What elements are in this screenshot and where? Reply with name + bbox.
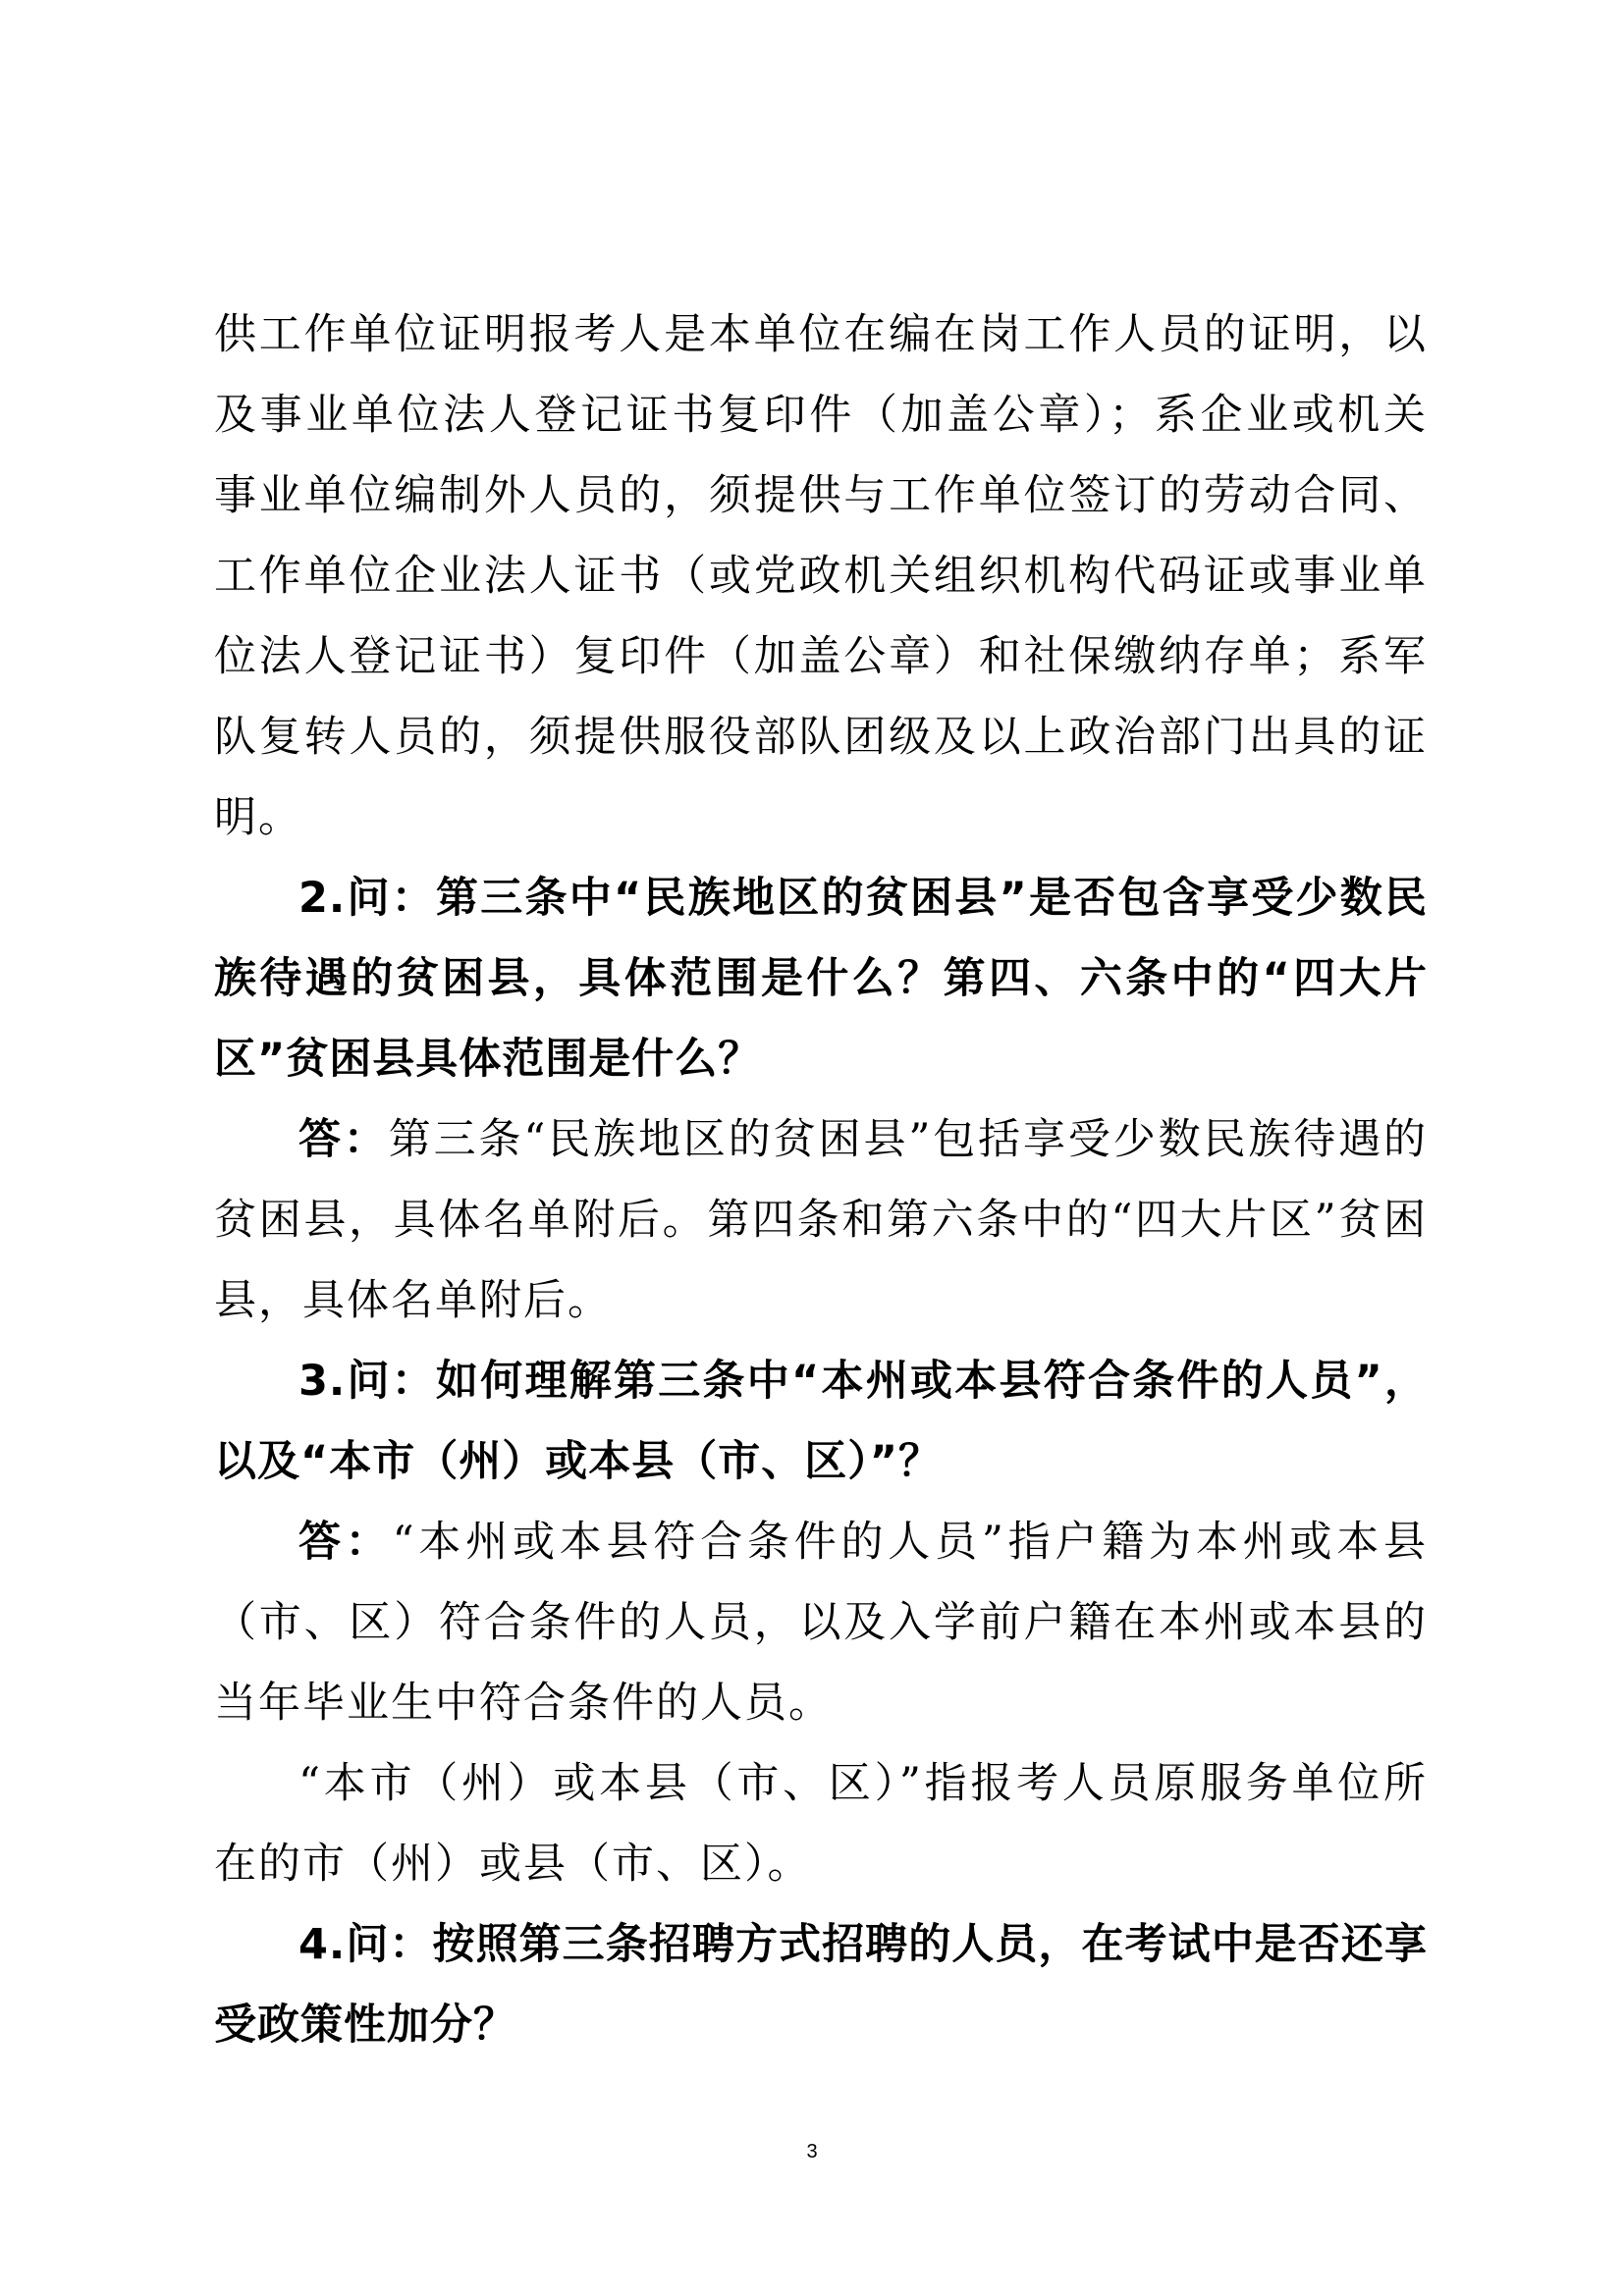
answer-3 xyxy=(214,1502,1428,1743)
page-number: 3 xyxy=(806,2141,818,2163)
answer-label: 答： xyxy=(298,1115,389,1164)
answer-2 xyxy=(214,1099,1428,1341)
question-2: 2.问：第三条中“民族地区的贫困县”是否包含享受少数民族待遇的贫困县，具体范围是什么？第四、六条中的“四大片区”贫困县具体范围是什么？ xyxy=(214,874,1428,1084)
paragraph-continuation: 供工作单位证明报考人是本单位在编在岗工作人员的证明，以及事业单位法人登记证书复印件（加盖公章）；系企业或机关事业单位编制外人员的，须提供与工作单位签订的劳动合同、工作单位企业法人证书（或党政机关组织机构代码证或事业单位法人登记证书）复印件（加盖公章）和社保缴纳存单；系军队复转人员的，须提供服役部队团级及以上政治部门出具的证明。 xyxy=(214,310,1428,842)
question-3: 3.问：如何理解第三条中“本州或本县符合条件的人员”，以及“本市（州）或本县（市、区）”？ xyxy=(214,1357,1428,1486)
document-body xyxy=(214,294,1428,2065)
answer-3-text: “本州或本县符合条件的人员”指户籍为本州或本县（市、区）符合条件的人员，以及入学前户籍在本州或本县的当年毕业生中符合条件的人员。 xyxy=(214,1518,1429,1728)
question-4: 4.问：按照第三条招聘方式招聘的人员，在考试中是否还享受政策性加分？ xyxy=(214,1920,1428,2050)
answer-2-text: 第三条“民族地区的贫困县”包括享受少数民族待遇的贫困县，具体名单附后。第四条和第六条中的“四大片区”贫困县，具体名单附后。 xyxy=(214,1115,1428,1325)
answer-3-continued: “本市（州）或本县（市、区）”指报考人员原服务单位所在的市（州）或县（市、区）。 xyxy=(214,1759,1428,1889)
answer-label: 答： xyxy=(298,1518,393,1567)
